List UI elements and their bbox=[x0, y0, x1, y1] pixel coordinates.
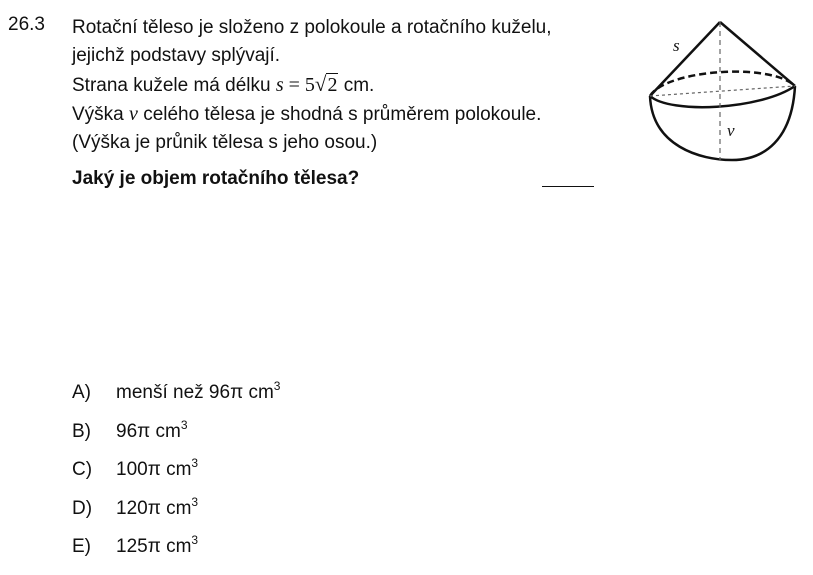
base-ellipse-front bbox=[650, 86, 795, 107]
variable-v: v bbox=[129, 103, 138, 125]
height-description: celého tělesa je shodná s průměrem polokoule. bbox=[143, 104, 542, 125]
option-a[interactable] bbox=[72, 379, 281, 421]
statement-line-2: jejichž podstavy splývají. bbox=[72, 45, 281, 66]
radicand: 2 bbox=[327, 74, 338, 96]
variable-s: s bbox=[275, 74, 284, 96]
option-letter: E) bbox=[72, 536, 91, 557]
option-text: 96π cm bbox=[116, 420, 181, 442]
option-d[interactable] bbox=[72, 494, 280, 537]
option-letter: D) bbox=[72, 497, 93, 519]
option-exponent: 3 bbox=[191, 494, 199, 509]
option-text: menší než 96π cm bbox=[116, 382, 274, 403]
statement-line-3 bbox=[72, 70, 592, 100]
answer-blank[interactable] bbox=[542, 186, 594, 187]
option-exponent: 3 bbox=[180, 417, 188, 432]
problem-statement bbox=[72, 14, 592, 157]
option-value bbox=[116, 494, 199, 520]
square-root bbox=[315, 70, 339, 100]
option-text: 120π cm bbox=[116, 497, 192, 519]
question-number: 26.3 bbox=[8, 14, 45, 35]
option-value bbox=[116, 379, 281, 404]
side-length-text: Strana kužele má délku bbox=[72, 75, 271, 96]
option-exponent: 3 bbox=[191, 456, 199, 470]
answer-options bbox=[72, 379, 281, 575]
base-ellipse-back bbox=[650, 72, 795, 96]
cone-side-right bbox=[720, 22, 795, 86]
height-label: Výška bbox=[72, 104, 124, 125]
option-text: 100π cm bbox=[116, 459, 192, 480]
statement-line-1: Rotační těleso je složeno z polokoule a rotačního kuželu, bbox=[72, 17, 552, 38]
option-e[interactable] bbox=[72, 533, 280, 575]
option-value bbox=[116, 456, 199, 481]
option-letter: C) bbox=[72, 459, 93, 480]
option-letter: A) bbox=[72, 382, 91, 403]
option-exponent: 3 bbox=[191, 533, 199, 547]
option-value bbox=[116, 417, 188, 443]
question-prompt: Jaký je objem rotačního tělesa? bbox=[72, 168, 360, 189]
option-text: 125π cm bbox=[116, 536, 192, 557]
base-diameter bbox=[650, 86, 795, 96]
label-v: v bbox=[727, 121, 735, 140]
cone-side-left bbox=[650, 22, 720, 96]
option-value bbox=[116, 533, 199, 558]
solid-figure bbox=[640, 18, 810, 168]
option-letter: B) bbox=[72, 420, 91, 442]
equation-value: = 5 bbox=[283, 74, 315, 96]
radical-sign: √ bbox=[314, 72, 327, 96]
label-s: s bbox=[673, 36, 680, 55]
option-exponent: 3 bbox=[273, 379, 281, 393]
unit-cm: cm. bbox=[338, 75, 375, 96]
option-b[interactable] bbox=[72, 417, 280, 460]
statement-line-5: (Výška je průnik tělesa s jeho osou.) bbox=[72, 132, 378, 153]
statement-line-4 bbox=[72, 100, 592, 129]
option-c[interactable] bbox=[72, 456, 280, 498]
